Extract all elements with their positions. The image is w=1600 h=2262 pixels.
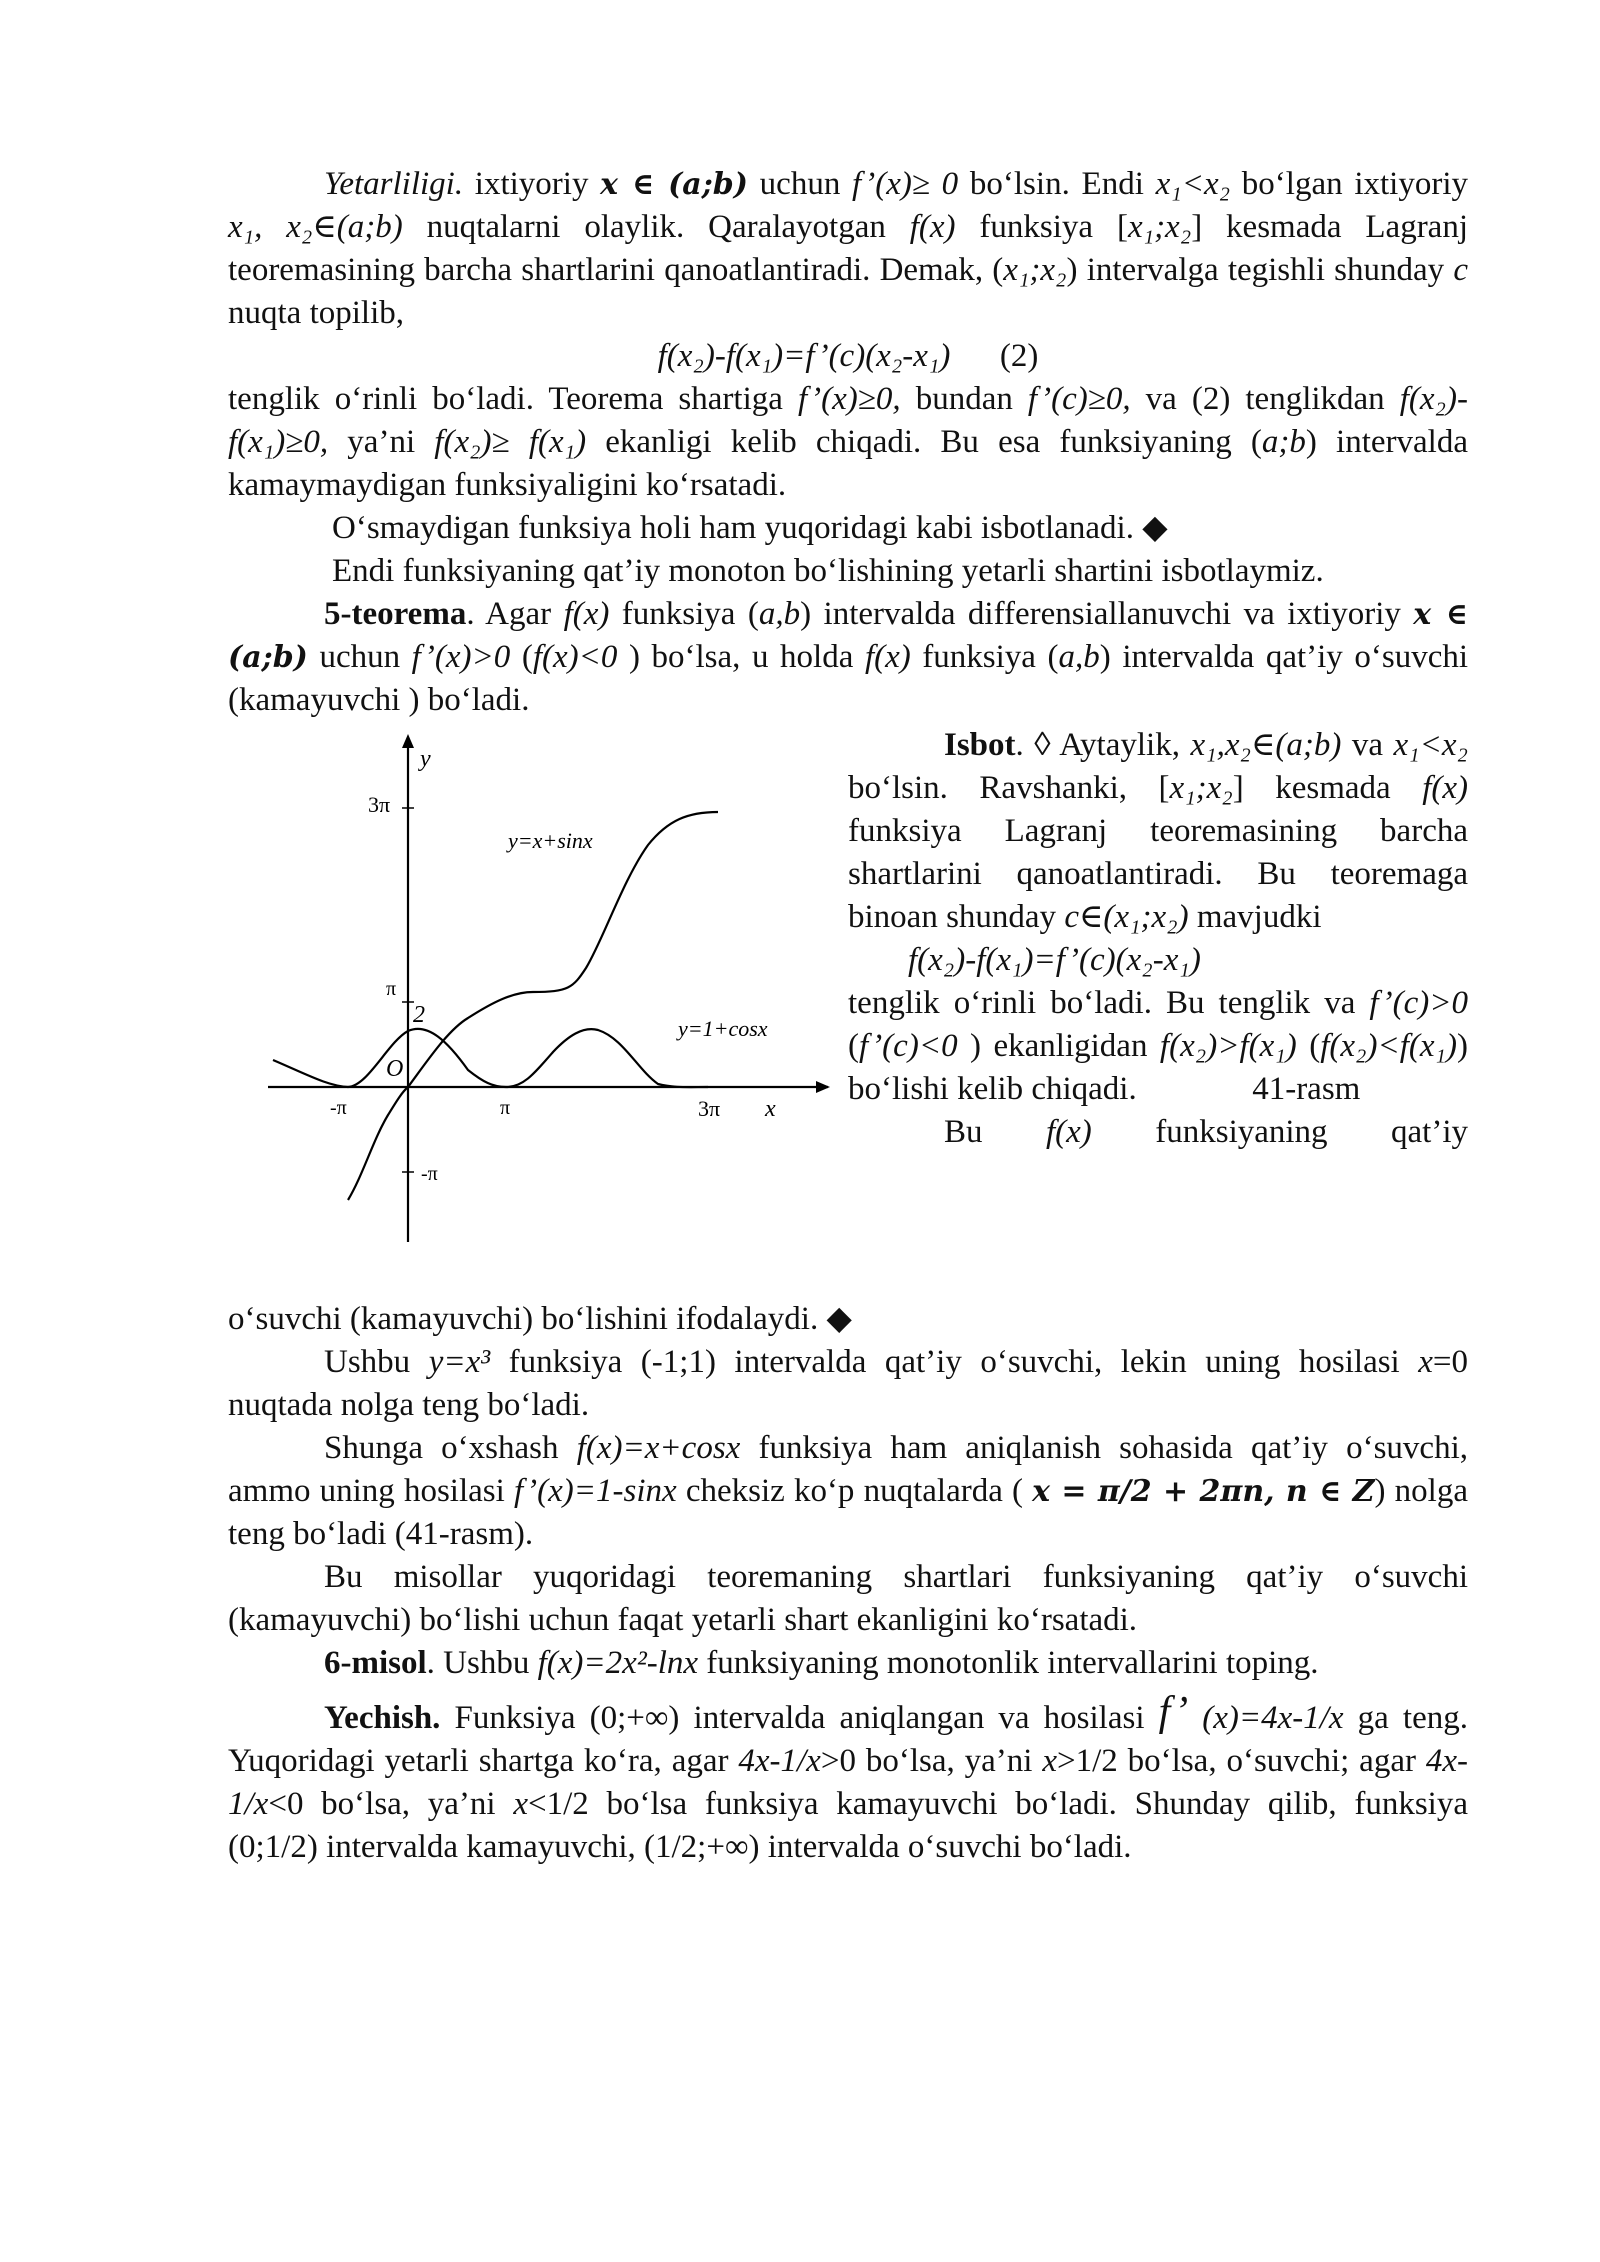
sufficiency-heading: Yetarliligi. xyxy=(324,166,464,202)
page-content xyxy=(228,163,1468,1869)
text: >1/2 bo‘lsa, o‘suvchi; agar xyxy=(1057,1743,1426,1779)
paragraph-example-6 xyxy=(228,1642,1468,1685)
math: x₁;x₂ xyxy=(1003,252,1067,288)
text: ) intervalda kamaymaydigan funksiyaligini ko‘rsatadi. xyxy=(228,424,1468,503)
x-axis-label: x xyxy=(765,1096,776,1122)
y-axis-arrow xyxy=(402,734,414,748)
math: f’(c)<0 xyxy=(859,1028,958,1064)
text: ] kesmada xyxy=(1232,770,1423,806)
math: a,b xyxy=(758,596,801,632)
math: x xyxy=(513,1786,528,1822)
text: va xyxy=(1341,727,1394,763)
text: ixtiyoriy xyxy=(463,166,601,202)
tick-label-neg-pi-y: -π xyxy=(421,1163,438,1185)
text: ) bo‘lsa, u holda xyxy=(617,639,865,675)
math: f(x₂)-f(x₁)≥0, xyxy=(228,381,1468,460)
figure-and-proof xyxy=(228,724,1468,1298)
paragraph-solution xyxy=(228,1689,1469,1869)
text: funksiya ham aniqlanish sohasida qat’iy o‘suvchi, ammo uning hosilasi xyxy=(228,1430,1468,1509)
text: ) bo‘lishi kelib chiqadi. xyxy=(848,1028,1468,1107)
math: f’(c)≥0, xyxy=(1027,381,1131,417)
text: bundan xyxy=(900,381,1028,417)
math: f(x)<0 xyxy=(532,639,618,675)
tick-label-pi-y: π xyxy=(386,978,397,1000)
text: funksiya ( xyxy=(609,596,759,632)
y-axis-label: y xyxy=(420,746,431,772)
origin-label: O xyxy=(386,1056,404,1082)
text: . Ushbu xyxy=(426,1645,538,1681)
math: y=x³ xyxy=(428,1344,491,1380)
text: ya’ni xyxy=(328,424,435,460)
text: ) intervalda qat’iy o‘suvchi (kamayuvchi ) bo‘ladi. xyxy=(228,639,1469,718)
text: ] kesmada Lagranj teoremasining barcha shartlarini qanoatlantiradi. Demak, ( xyxy=(228,209,1469,288)
tick-label-neg-pi-x: -π xyxy=(330,1097,347,1119)
math: x₁;x₂ xyxy=(1169,770,1233,806)
math: a;b xyxy=(1261,424,1306,460)
paragraph-remark: Bu misollar yuqoridagi teoremaning shartlari funksiyaning qat’iy o‘suvchi (kamayuvchi) bo‘lishi uchun faqat yetarli shart ekanligini ko‘rsatadi. xyxy=(228,1559,1468,1638)
spacer xyxy=(228,1685,1468,1697)
math-x-in-ab: x ∈ (a;b) xyxy=(228,597,1469,675)
math: f(x) xyxy=(563,596,610,632)
text: nuqtalarni olaylik. Qaralayotgan xyxy=(402,209,910,245)
text: ga teng. Yuqoridagi yetarli shartga ko‘ra, agar xyxy=(228,1700,1468,1779)
tick-label-pi-x: π xyxy=(500,1097,511,1119)
text: ( xyxy=(510,639,533,675)
math: (x)=4x-1/x xyxy=(1188,1700,1344,1736)
x-axis-arrow xyxy=(816,1081,830,1093)
math: f’(x)=1-sinx xyxy=(513,1473,677,1509)
text: ( xyxy=(1296,1028,1321,1064)
text: bo‘lgan ixtiyoriy xyxy=(1230,166,1468,202)
text: tenglik o‘rinli bo‘ladi. Teorema shartiga xyxy=(228,381,798,417)
text: funksiyaning qat’iy xyxy=(1091,1114,1468,1150)
text: funksiyaning monotonlik intervallarini toping. xyxy=(698,1645,1319,1681)
text: Shunga o‘xshash xyxy=(324,1430,577,1466)
math: f(x) xyxy=(864,639,911,675)
math: f(x) xyxy=(1045,1114,1092,1150)
text: uchun xyxy=(747,166,853,202)
text: Funksiya (0;+∞) intervalda aniqlangan va hosilasi xyxy=(440,1700,1159,1736)
equation-formula: f(x₂)-f(x₁)=f’(c)(x₂-x₁) xyxy=(657,338,951,374)
figure-41-graph xyxy=(268,730,848,1244)
math: 4x-1/x xyxy=(228,1743,1469,1822)
text: funksiya Lagranj teoremasining barcha shartlarini qanoatlantiradi. Bu teoremaga binoan shunday xyxy=(848,813,1468,935)
equation-formula: f(x₂)-f(x₁)=f’(c)(x₂-x₁) xyxy=(908,942,1201,978)
math: x xyxy=(1042,1743,1057,1779)
math: f’(x)≥0, xyxy=(797,381,901,417)
equation-number: (2) xyxy=(999,338,1039,374)
proof-paragraph xyxy=(848,724,1468,939)
paragraph-conclusion xyxy=(228,378,1468,507)
text: nuqta topilib, xyxy=(228,295,404,331)
curve-1-plus-cosx xyxy=(273,1029,708,1087)
math-x-in-ab: x ∈ (a;b) xyxy=(600,167,748,202)
math: f’(x)≥ 0 xyxy=(852,166,959,202)
figure-caption: 41-rasm xyxy=(1252,1071,1361,1107)
math: x₁<x₂ xyxy=(1393,727,1468,763)
paragraph-theorem-5 xyxy=(228,593,1468,722)
math: f’(x)>0 xyxy=(411,639,511,675)
text: cheksiz ko‘p nuqtalarda ( xyxy=(676,1473,1023,1509)
text: ( xyxy=(848,1028,859,1064)
text: bo‘lsin. Ravshanki, [ xyxy=(848,770,1170,806)
paragraph-example-cos xyxy=(228,1427,1468,1556)
label-two: 2 xyxy=(413,1002,425,1028)
text: . ◊ Aytaylik, xyxy=(1015,727,1191,763)
paragraph-non-increasing: O‘smaydigan funksiya holi ham yuqoridagi kabi isbotlanadi. ◆ xyxy=(332,510,1168,546)
math-f-prime: f’ xyxy=(1158,1689,1189,1735)
text: funksiya (-1;1) intervalda qat’iy o‘suvchi, lekin uning hosilasi xyxy=(490,1344,1419,1380)
proof-title: Isbot xyxy=(944,727,1016,763)
math: f(x₂)<f(x₁) xyxy=(1320,1028,1457,1064)
text: ekanligi kelib chiqadi. Bu esa funksiyaning ( xyxy=(586,424,1262,460)
curve-label-sin: y=x+sinx xyxy=(508,828,593,853)
text: ) nolga teng bo‘ladi (41-rasm). xyxy=(228,1473,1468,1552)
proof-conclusion xyxy=(848,982,1468,1111)
math: f(x)=2x²-lnx xyxy=(537,1645,699,1681)
text: Ushbu xyxy=(324,1344,429,1380)
curve-label-cos: y=1+cosx xyxy=(678,1016,768,1041)
math: x₁<x₂ xyxy=(1155,166,1231,202)
math: f(x) xyxy=(909,209,956,245)
paragraph-example-cubic xyxy=(228,1341,1468,1427)
math: f(x) xyxy=(1422,770,1468,806)
math: c xyxy=(1453,252,1469,288)
tick-label-3pi-y: 3π xyxy=(368,792,391,817)
proof-final-line xyxy=(848,1111,1468,1154)
math: x₁;x₂ xyxy=(1127,209,1192,245)
text: >0 bo‘lsa, ya’ni xyxy=(820,1743,1043,1779)
example-title: 6-misol xyxy=(324,1645,427,1681)
equation-2 xyxy=(228,335,1468,378)
paragraph-sufficiency xyxy=(228,163,1468,335)
math-pi-half-formula: x = π/2 + 2πn, n ∈ Z xyxy=(1032,1474,1375,1509)
text: <1/2 bo‘lsa funksiya kamayuvchi bo‘ladi. Shunday qilib, funksiya (0;1/2) intervalda kamayuvchi, (1/2;+∞) intervalda o‘suvchi bo‘ladi. xyxy=(228,1786,1468,1865)
tick-label-3pi-x: 3π xyxy=(698,1096,721,1121)
proof-block xyxy=(848,724,1468,1154)
curve-x-plus-sinx xyxy=(348,812,721,1200)
text: <0 bo‘lsa, ya’ni xyxy=(268,1786,514,1822)
paragraph-strict-intro: Endi funksiyaning qat’iy monoton bo‘lishining yetarli shartini isbotlaymiz. xyxy=(332,553,1324,589)
text: funksiya ( xyxy=(910,639,1059,675)
text: mavjudki xyxy=(1188,899,1322,935)
math: 4x-1/x xyxy=(738,1743,821,1779)
math: f(x₂)≥ f(x₁) xyxy=(434,424,587,460)
math: a,b xyxy=(1058,639,1100,675)
math: x₁,x₂∈(a;b) xyxy=(1190,727,1342,763)
math: c∈(x₁;x₂) xyxy=(1064,899,1189,935)
text: Bu xyxy=(944,1114,1046,1150)
theorem-title: 5-teorema xyxy=(324,596,467,632)
text: ) intervalda differensiallanuvchi va ixtiyoriy xyxy=(800,596,1414,632)
text: ) intervalga tegishli shunday xyxy=(1066,252,1454,288)
text: f(x₂)>f(x₁) xyxy=(1159,1028,1297,1064)
text: =0 nuqtada nolga teng bo‘ladi. xyxy=(228,1344,1469,1423)
text: tenglik o‘rinli bo‘ladi. Bu tenglik va xyxy=(848,985,1370,1021)
math: f(x)=x+cosx xyxy=(576,1430,741,1466)
solution-title: Yechish. xyxy=(324,1700,441,1736)
text: va (2) tenglikdan xyxy=(1130,381,1400,417)
proof-equation xyxy=(848,939,1468,982)
math: x₁, x₂∈(a;b) xyxy=(228,209,403,245)
text: ) ekanligidan xyxy=(957,1028,1160,1064)
text: bo‘lsin. Endi xyxy=(958,166,1156,202)
paragraph-proof-end: o‘suvchi (kamayuvchi) bo‘lishini ifodalaydi. ◆ xyxy=(228,1301,852,1337)
math: f’(c)>0 xyxy=(1369,985,1468,1021)
text: funksiya [ xyxy=(955,209,1128,245)
text: uchun xyxy=(307,639,412,675)
math: x xyxy=(1418,1344,1433,1380)
text: . Agar xyxy=(466,596,564,632)
